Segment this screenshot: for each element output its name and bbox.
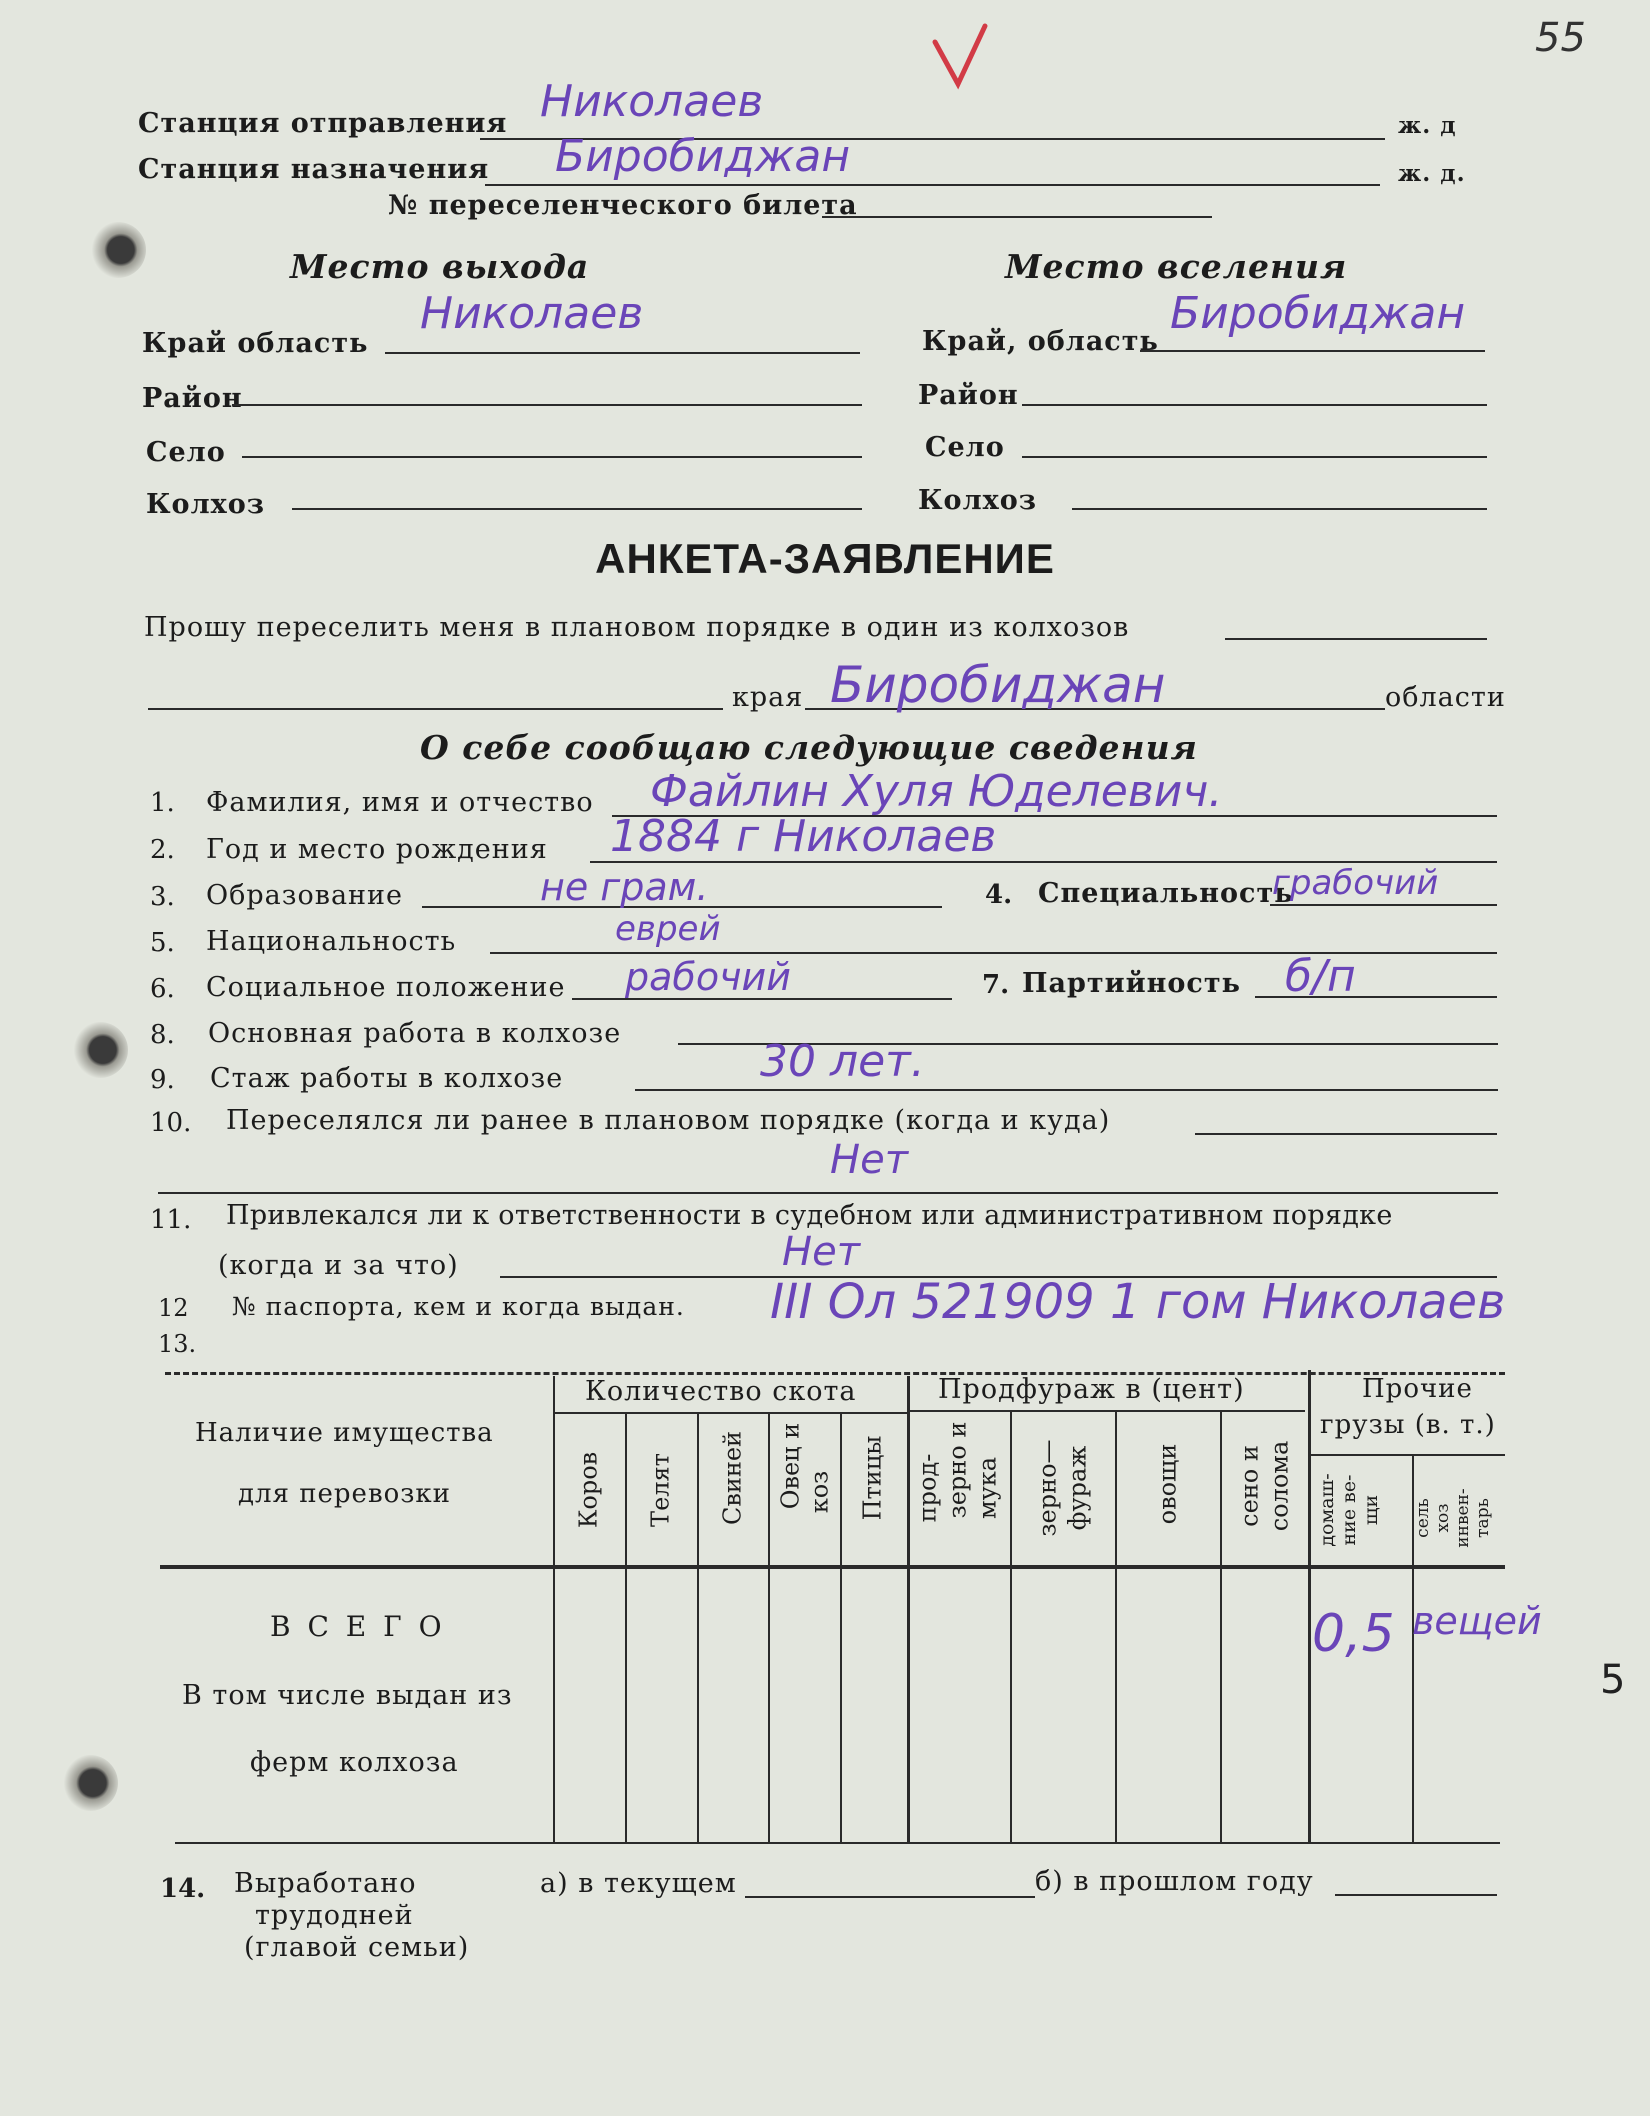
social-value: рабочий: [625, 955, 791, 999]
workdays-past-line: [1335, 1894, 1497, 1896]
settlement-kolkhoz-label: Колхоз: [918, 485, 1037, 516]
group-underline: [910, 1410, 1305, 1412]
column-divider: [1010, 1412, 1012, 1842]
punch-hole: [72, 1022, 128, 1078]
column-divider: [697, 1412, 699, 1842]
origin-district-label: Район: [142, 383, 243, 414]
passport-value: III Ол 521909 1 гом Николаев: [770, 1274, 1506, 1330]
group-underline: [555, 1412, 907, 1414]
home-goods-value: 0,5: [1312, 1604, 1395, 1664]
departure-station-label: Станция отправления: [138, 108, 508, 139]
passport-label: № паспорта, кем и когда выдан.: [232, 1292, 685, 1321]
field-number: 2.: [150, 835, 175, 865]
field-number: 1.: [150, 788, 175, 818]
col-inv-l3: инвен-: [1453, 1488, 1474, 1548]
col-pigs: Свиней: [718, 1430, 747, 1526]
field-number: 4.: [985, 880, 1013, 910]
field-number: 6.: [150, 974, 175, 1004]
field-number: 13.: [158, 1330, 197, 1358]
nationality-label: Национальность: [206, 926, 457, 957]
total-label: В С Е Г О: [270, 1610, 446, 1643]
column-divider: [1308, 1370, 1311, 1842]
experience-value: 30 лет.: [760, 1036, 925, 1087]
resettled-label: Переселялся ли ранее в плановом порядке (когда и куда): [226, 1105, 1111, 1136]
col-inv-l1: сель: [1413, 1498, 1434, 1538]
request-oblast-value: Биробиджан: [830, 656, 1166, 714]
experience-label: Стаж работы в колхозе: [210, 1063, 564, 1094]
field-number: 11.: [150, 1205, 192, 1235]
col-home-l2: ние ве-: [1338, 1474, 1361, 1546]
field-number: 5.: [150, 928, 175, 958]
field-number: 7.: [982, 970, 1010, 1000]
workdays-current-label: а) в текущем: [540, 1868, 737, 1899]
col-inv-l4: тарь: [1473, 1498, 1494, 1538]
settlement-district-label: Район: [918, 380, 1019, 411]
experience-line: [635, 1089, 1498, 1091]
ticket-number-line: [822, 216, 1212, 218]
punch-hole: [90, 222, 146, 278]
field-number: 10.: [150, 1108, 192, 1138]
settlement-heading: Место вселения: [1005, 247, 1348, 286]
origin-village-label: Село: [146, 437, 226, 468]
rail-suffix: ж. д.: [1398, 160, 1466, 187]
group-fodder: Продфураж в (цент): [938, 1374, 1245, 1405]
issued-label-1: В том числе выдан из: [182, 1680, 513, 1711]
specialty-value: грабочий: [1272, 863, 1439, 903]
col-fodder-l2: фураж: [1063, 1445, 1092, 1531]
request-kolkhoz-line: [1225, 638, 1487, 640]
group-underline: [1310, 1454, 1505, 1456]
specialty-line: [1270, 904, 1497, 906]
column-divider: [1115, 1412, 1117, 1842]
col-grain-l2: зерно и: [943, 1421, 972, 1519]
specialty-label: Специальность: [1038, 878, 1294, 909]
social-label: Социальное положение: [206, 972, 566, 1003]
origin-kolkhoz-label: Колхоз: [146, 489, 265, 520]
column-divider: [907, 1376, 910, 1842]
field-number: 14.: [160, 1874, 206, 1904]
origin-village-line: [242, 456, 862, 458]
destination-station-label: Станция назначения: [138, 154, 490, 185]
departure-station-value: Николаев: [540, 76, 764, 127]
col-hay-l2: солома: [1265, 1440, 1294, 1532]
request-oblasti-label: области: [1385, 682, 1506, 713]
birth-label: Год и место рождения: [206, 834, 548, 865]
request-text: Прошу переселить меня в плановом порядке в один из колхозов: [144, 612, 1130, 643]
punch-hole: [62, 1755, 118, 1811]
red-check-icon: [930, 22, 990, 92]
field-number: 3.: [150, 882, 175, 912]
main-work-label: Основная работа в колхозе: [208, 1018, 622, 1049]
section-heading: О себе сообщаю следующие сведения: [420, 728, 1198, 767]
origin-region-value: Николаев: [420, 288, 644, 339]
liability-value: Нет: [782, 1229, 860, 1275]
origin-district-line: [232, 404, 862, 406]
issued-label-2: ферм колхоза: [250, 1747, 459, 1778]
column-divider: [625, 1412, 627, 1842]
col-calves: Телят: [646, 1453, 675, 1527]
col-home-l1: домаш-: [1316, 1473, 1339, 1547]
destination-station-value: Биробиджан: [555, 131, 851, 182]
workdays-past-label: б) в прошлом году: [1035, 1866, 1314, 1897]
origin-region-label: Край область: [142, 328, 369, 359]
rail-suffix: ж. д: [1398, 112, 1457, 139]
field-number: 8.: [150, 1020, 175, 1050]
ticket-number-label: № переселенческого билета: [388, 190, 858, 221]
education-label: Образование: [206, 880, 404, 911]
inventory-value: вещей: [1412, 1599, 1542, 1643]
settlement-region-line: [1140, 350, 1485, 352]
settlement-district-line: [1022, 404, 1487, 406]
field-number: 12: [158, 1294, 189, 1322]
field-number: 9.: [150, 1065, 175, 1095]
liability-label: Привлекался ли к ответственности в судебном или административном порядке: [226, 1200, 1393, 1231]
settlement-region-value: Биробиджан: [1170, 288, 1466, 339]
col-grain-l1: прод-: [913, 1453, 942, 1523]
request-kray-line: [148, 708, 723, 710]
col-grain-l3: мука: [973, 1456, 1002, 1520]
education-value: не грам.: [540, 865, 709, 909]
column-divider: [1220, 1412, 1222, 1842]
destination-station-line: [485, 184, 1380, 186]
margin-mark: 5: [1600, 1657, 1626, 1703]
col-hay-l1: сено и: [1235, 1445, 1264, 1527]
col-fodder-l1: зерно—: [1033, 1439, 1062, 1537]
col-cows: Коров: [574, 1451, 603, 1529]
row-header-line2: для перевозки: [238, 1479, 451, 1509]
col-home-l3: щи: [1360, 1494, 1383, 1526]
origin-kolkhoz-line: [292, 508, 862, 510]
settlement-village-line: [1022, 456, 1487, 458]
col-sheep-l1: Овец и: [776, 1422, 805, 1510]
origin-heading: Место выхода: [290, 247, 590, 286]
row-header-line1: Наличие имущества: [195, 1418, 494, 1448]
table-header-bottom: [160, 1565, 1505, 1569]
resettled-value: Нет: [830, 1137, 908, 1183]
origin-region-line: [385, 352, 860, 354]
group-other-line2: грузы (в. т.): [1320, 1410, 1496, 1440]
resettled-line: [1195, 1133, 1497, 1135]
settlement-village-label: Село: [925, 432, 1005, 463]
page-number: 55: [1535, 15, 1586, 61]
group-livestock: Количество скота: [585, 1376, 857, 1407]
request-kraya-label: края: [732, 682, 804, 713]
settlement-region-label: Край, область: [922, 326, 1159, 357]
workdays-label-2: трудодней: [255, 1900, 414, 1931]
nationality-value: еврей: [615, 909, 721, 949]
birth-value: 1884 г Николаев: [610, 811, 997, 862]
table-bottom-border: [175, 1842, 1500, 1844]
col-veg: овощи: [1153, 1443, 1182, 1525]
party-label: Партийность: [1022, 968, 1241, 999]
party-value: б/п: [1285, 951, 1356, 1002]
form-title: АНКЕТА-ЗАЯВЛЕНИЕ: [595, 535, 1055, 582]
col-birds: Птицы: [858, 1435, 887, 1521]
column-divider: [768, 1412, 770, 1842]
table-top-border: [165, 1372, 1505, 1375]
liability-label-2: (когда и за что): [218, 1250, 459, 1281]
workdays-label-3: (главой семьи): [244, 1932, 470, 1963]
fullname-value: Файлин Хуля Юделевич.: [650, 766, 1223, 817]
workdays-current-line: [745, 1896, 1035, 1898]
column-divider: [840, 1412, 842, 1842]
settlement-kolkhoz-line: [1072, 508, 1487, 510]
fullname-label: Фамилия, имя и отчество: [206, 787, 594, 818]
workdays-label-1: Выработано: [234, 1868, 417, 1899]
col-inv-l2: хоз: [1433, 1503, 1454, 1533]
column-divider: [553, 1376, 555, 1842]
resettled-line-2: [158, 1192, 1498, 1194]
col-sheep-l2: коз: [805, 1470, 834, 1514]
group-other-line1: Прочие: [1362, 1374, 1473, 1404]
